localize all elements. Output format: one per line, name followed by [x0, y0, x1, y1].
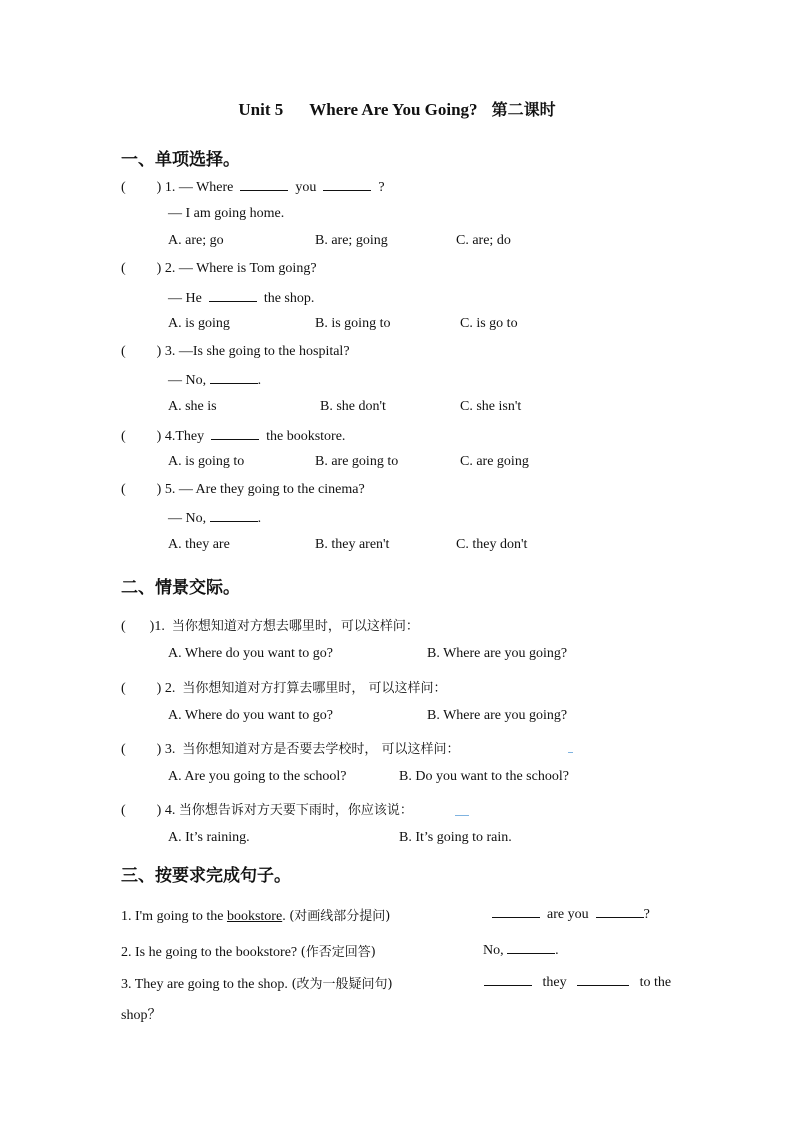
- s1-q3-option-b: B. she don't: [320, 399, 386, 414]
- s3-item3-wrap: shop？: [121, 1008, 162, 1023]
- s1-q4-option-a: A. is going to: [168, 454, 245, 469]
- section2-heading: 二、情景交际。: [121, 578, 240, 598]
- s2-q4-option-b: B. It’s going to rain.: [399, 830, 512, 845]
- blank[interactable]: [492, 905, 540, 918]
- blue-mark: [568, 752, 573, 753]
- s1-q5-option-a: A. they are: [168, 537, 230, 552]
- s1-q3-option-a: A. she is: [168, 399, 217, 414]
- s1-q1-option-a: A. are; go: [168, 233, 224, 248]
- s1-q3: ( ) 3. —Is she going to the hospital?: [121, 344, 350, 359]
- s2-q2: ( ) 2. 当你想知道对方打算去哪里时， 可以这样问：: [121, 681, 447, 696]
- blank[interactable]: [210, 371, 258, 384]
- s1-q2-line2: — He the shop.: [168, 291, 315, 306]
- s1-q1-option-c: C. are; do: [456, 233, 511, 248]
- s2-q1-option-b: B. Where are you going?: [427, 646, 568, 661]
- s2-q1-option-a: A. Where do you want to go?: [168, 646, 333, 661]
- s2-q3: ( ) 3. 当你想知道对方是否要去学校时， 可以这样问：: [121, 742, 460, 757]
- s1-q4-option-c: C. are going: [460, 454, 529, 469]
- s2-q4-option-a: A. It’s raining.: [168, 830, 250, 845]
- page-title: [0, 97, 794, 120]
- s1-q4-option-b: B. are going to: [315, 454, 399, 469]
- blank[interactable]: [596, 905, 644, 918]
- s1-q5-option-c: C. they don't: [456, 537, 528, 552]
- s1-q1: ( ) 1. — Where you ?: [121, 180, 385, 195]
- blue-mark: [455, 815, 469, 816]
- section3-heading: 三、按要求完成句子。: [121, 866, 291, 886]
- blank[interactable]: [507, 941, 555, 954]
- title-lesson: 第二课时: [491, 100, 556, 119]
- s2-q3-option-a: A. Are you going to the school?: [168, 769, 347, 784]
- blank[interactable]: [484, 973, 532, 986]
- blank[interactable]: [577, 973, 629, 986]
- s1-q5-option-b: B. they aren't: [315, 537, 390, 552]
- s1-q5: ( ) 5. — Are they going to the cinema?: [121, 482, 365, 497]
- s2-q1: ( )1. 当你想知道对方想去哪里时，可以这样问：: [121, 619, 419, 634]
- title-unit: Unit 5: [238, 100, 284, 119]
- s2-q2-option-a: A. Where do you want to go?: [168, 708, 333, 723]
- s3-item1: 1. I'm going to the bookstore. (对画线部分提问): [121, 909, 391, 924]
- s1-q3-option-c: C. she isn't: [460, 399, 522, 414]
- s2-q3-option-b: B. Do you want to the school?: [399, 769, 569, 784]
- blank[interactable]: [209, 289, 257, 302]
- s3-item3-answer: they to the: [484, 973, 671, 991]
- s1-q5-line2: — No, .: [168, 511, 262, 526]
- section1-heading: 一、单项选择。: [121, 150, 240, 170]
- blank[interactable]: [323, 178, 371, 191]
- s3-item2: 2. Is he going to the bookstore? (作否定回答): [121, 945, 376, 960]
- s1-q3-line2: — No, .: [168, 373, 262, 388]
- s1-q1-option-b: B. are; going: [315, 233, 388, 248]
- title-topic: Where Are You Going?: [309, 100, 478, 119]
- s3-item1-answer: are you ?: [492, 905, 650, 923]
- blank[interactable]: [211, 427, 259, 440]
- s1-q1-line2: — I am going home.: [168, 206, 285, 221]
- blank[interactable]: [210, 509, 258, 522]
- s2-q4: ( ) 4. 当你想告诉对方天要下雨时，你应该说：: [121, 803, 413, 818]
- s1-q4: ( ) 4.They the bookstore.: [121, 429, 346, 444]
- s1-q2-option-b: B. is going to: [315, 316, 391, 331]
- s1-q2-option-c: C. is go to: [460, 316, 518, 331]
- s1-q2: ( ) 2. — Where is Tom going?: [121, 261, 317, 276]
- blank[interactable]: [240, 178, 288, 191]
- s3-item2-answer: No, .: [483, 943, 559, 958]
- s1-q2-option-a: A. is going: [168, 316, 230, 331]
- s3-item3: 3. They are going to the shop. (改为一般疑问句): [121, 977, 393, 992]
- s2-q2-option-b: B. Where are you going?: [427, 708, 568, 723]
